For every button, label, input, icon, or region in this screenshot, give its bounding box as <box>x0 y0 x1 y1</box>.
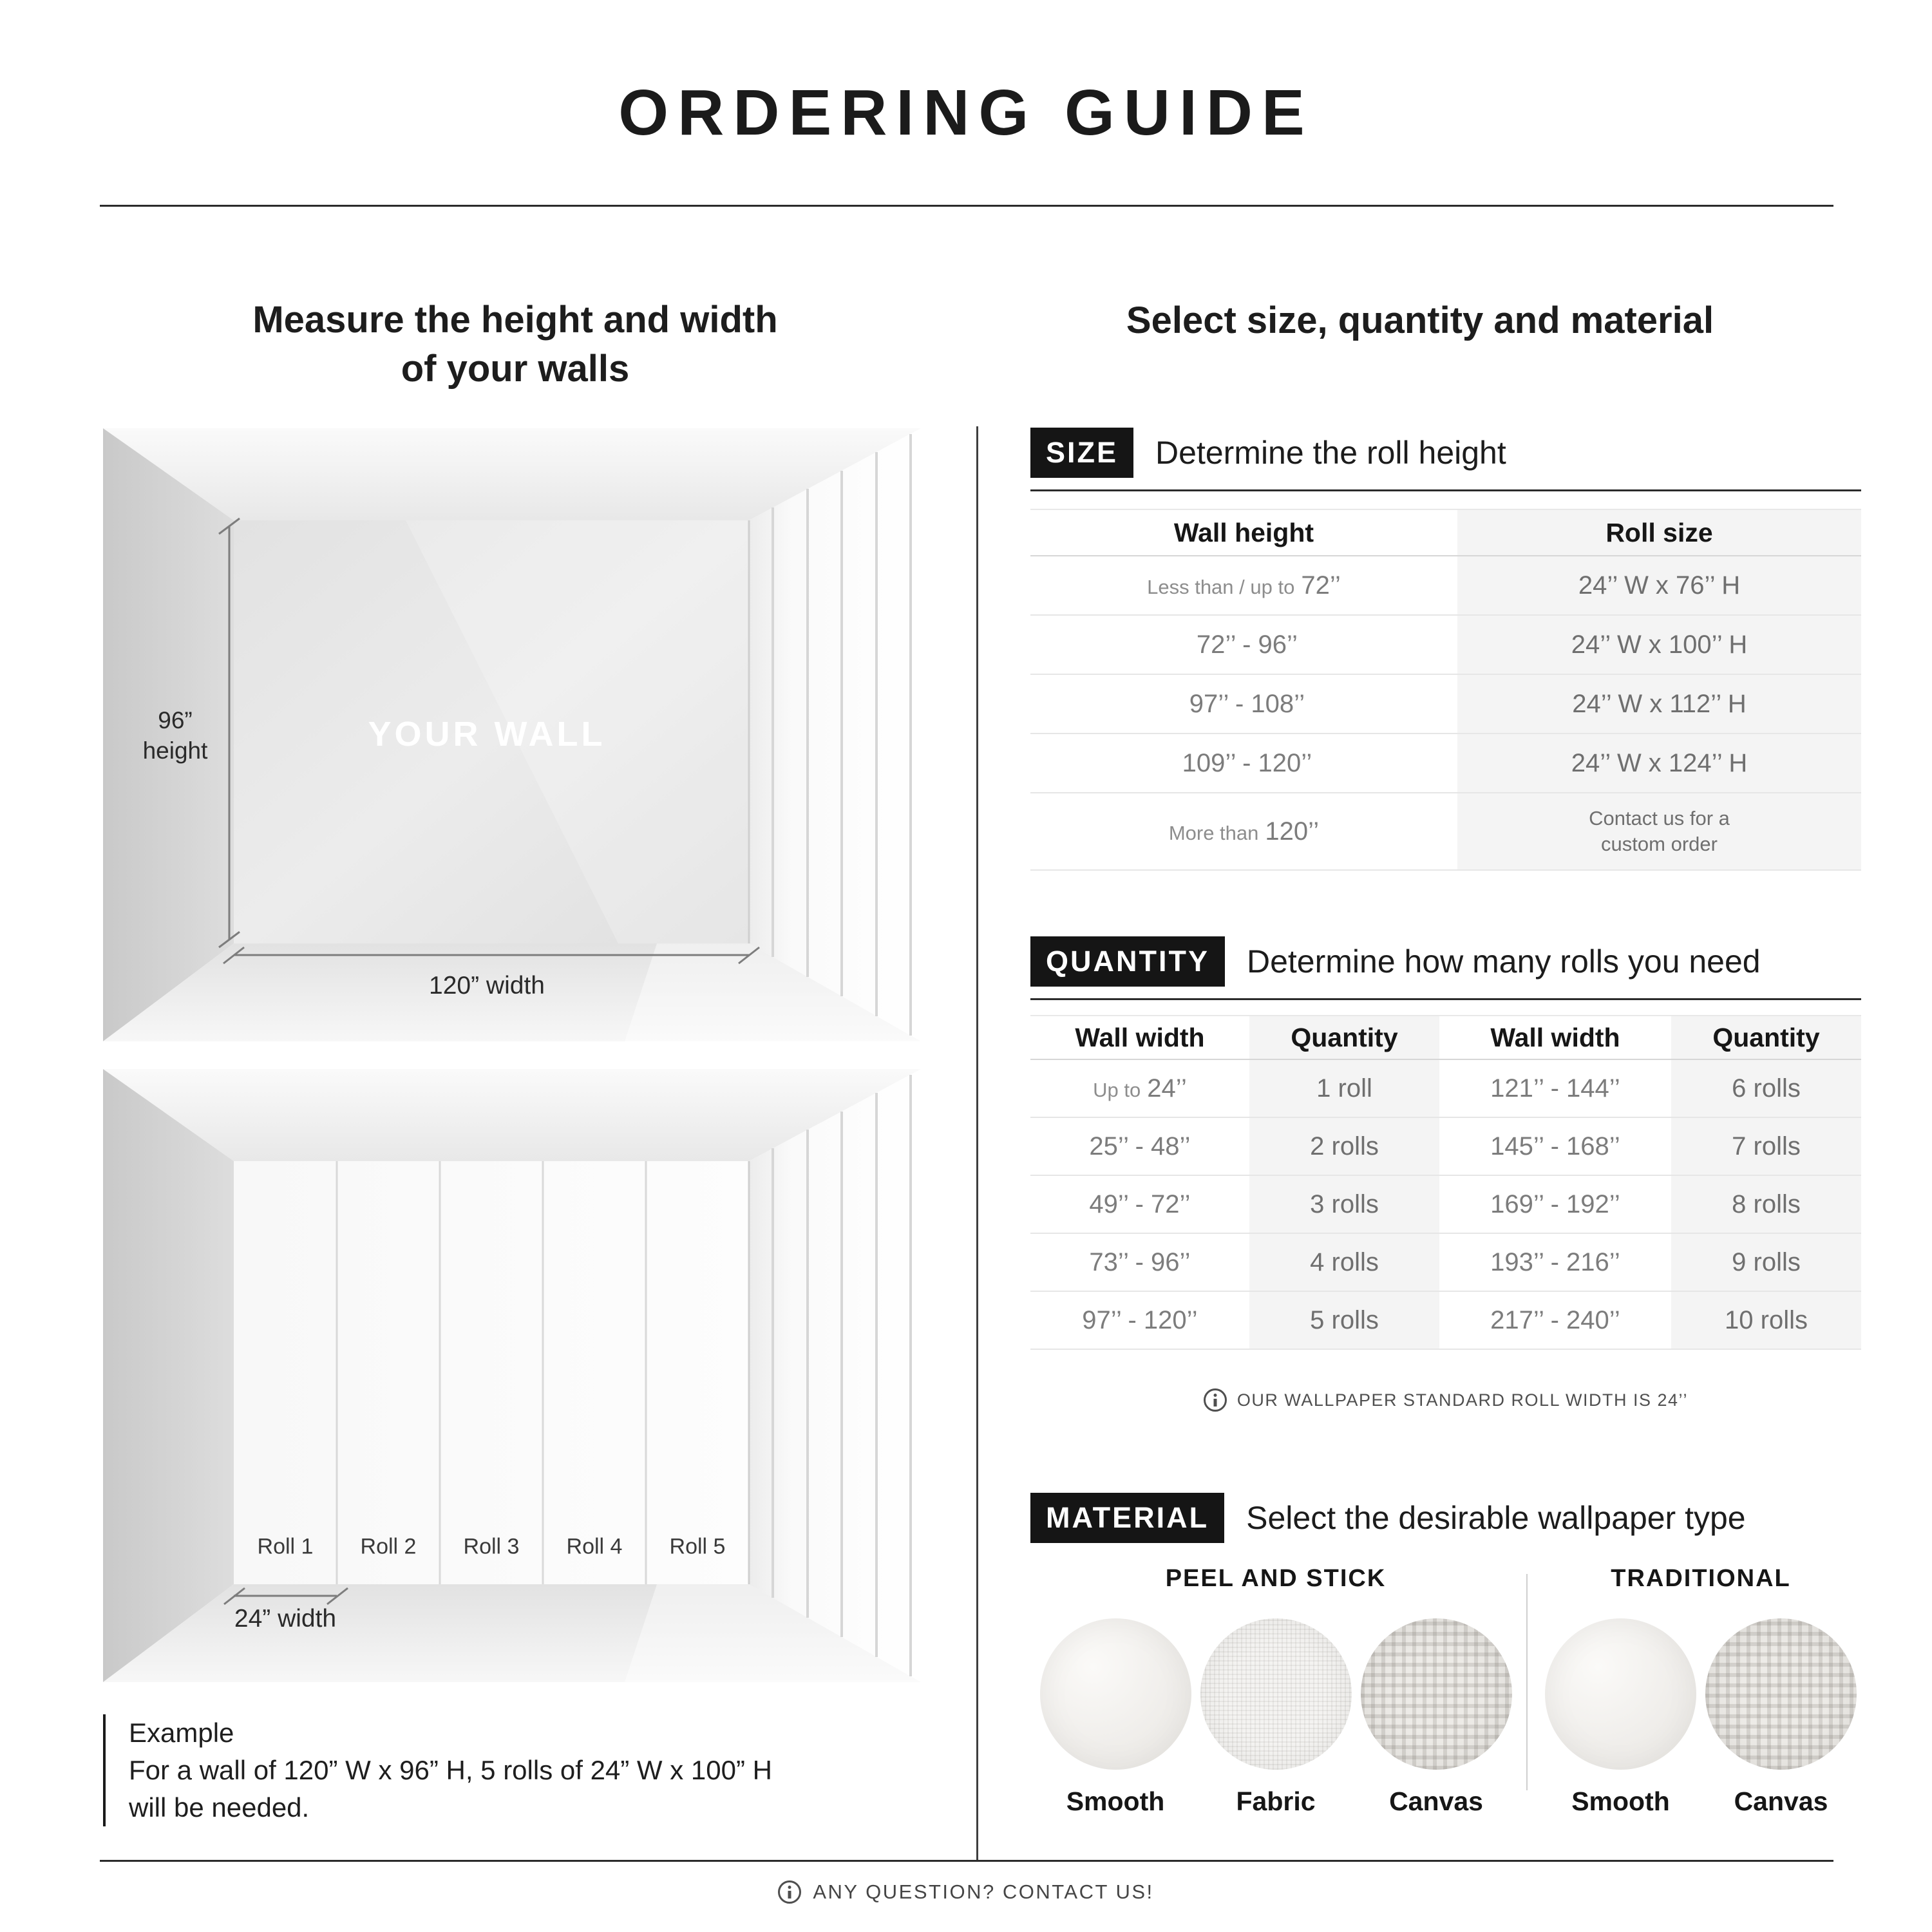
info-icon <box>1204 1388 1227 1412</box>
wall-height-column-header: Wall height <box>1173 517 1314 547</box>
size-table-row <box>1030 556 1861 616</box>
quantity-section-title: Determine how many rolls you need <box>1247 943 1761 980</box>
wall-width-cell: 121’’ - 144’’ <box>1490 1074 1620 1103</box>
roll-label: Roll 3 <box>463 1534 520 1559</box>
canvas-texture-swatch <box>1705 1618 1857 1770</box>
material-groups <box>1030 1565 1861 1835</box>
wall-width-cell: 145’’ - 168’’ <box>1490 1132 1620 1160</box>
roll-size-cell <box>1457 556 1861 614</box>
roll-size-cell <box>1457 616 1861 674</box>
quantity-cell: 10 rolls <box>1671 1292 1861 1349</box>
wall-height-value: 72’’ <box>1301 571 1341 600</box>
swatch-label: Smooth <box>1571 1786 1670 1816</box>
size-section-header <box>1030 428 1861 491</box>
example-title: Example <box>129 1718 234 1748</box>
wall-measure-diagram <box>103 428 921 1041</box>
your-wall-label: YOUR WALL <box>368 715 606 753</box>
roll-label: Roll 5 <box>669 1534 726 1559</box>
size-table-row <box>1030 793 1861 871</box>
swatch-label: Canvas <box>1734 1786 1828 1816</box>
wall-width-label: 120” width <box>429 972 545 999</box>
wall-width-column-header: Wall width <box>1490 1022 1620 1052</box>
roll-size-value: 24’’ W x 100’’ H <box>1571 630 1748 659</box>
quantity-cell: 7 rolls <box>1671 1118 1861 1175</box>
wall-height-prefix: Less than / up to <box>1147 575 1295 598</box>
quantity-section-header <box>1030 936 1861 1000</box>
roll-size-cell <box>1457 675 1861 733</box>
material-group-divider <box>1526 1574 1528 1790</box>
size-table-row <box>1030 675 1861 734</box>
wall-width-prefix: Up to <box>1093 1078 1141 1101</box>
left-heading <box>103 296 927 393</box>
wall-width-cell <box>1030 1060 1249 1117</box>
wall-width-cell: 97’’ - 120’’ <box>1082 1305 1198 1334</box>
smooth-texture-swatch <box>1040 1618 1191 1770</box>
wall-width-value: 24’’ <box>1147 1074 1187 1103</box>
wall-width-cell: 169’’ - 192’’ <box>1490 1189 1620 1218</box>
quantity-cell: 5 rolls <box>1249 1292 1439 1349</box>
quantity-cell: 4 rolls <box>1249 1234 1439 1291</box>
canvas-texture-swatch <box>1361 1618 1512 1770</box>
swatch-label: Canvas <box>1389 1786 1483 1816</box>
room-illustration <box>103 1069 921 1682</box>
wall-height-cell <box>1030 556 1457 614</box>
quantity-column-header: Quantity <box>1671 1016 1861 1059</box>
size-badge: SIZE <box>1030 428 1133 478</box>
roll-size-value-2: custom order <box>1601 833 1718 855</box>
wall-width-cell: 25’’ - 48’’ <box>1089 1132 1191 1160</box>
roll-size-value: 24’’ W x 112’’ H <box>1572 689 1747 718</box>
quantity-table-row <box>1030 1060 1861 1118</box>
roll-size-column-header: Roll size <box>1457 510 1861 555</box>
swatch-canvas <box>1361 1618 1512 1817</box>
quantity-cell: 3 rolls <box>1249 1176 1439 1233</box>
roll-width-label: 24” width <box>234 1605 337 1633</box>
right-heading: Select size, quantity and material <box>1126 299 1714 341</box>
wall-height-cell <box>1030 616 1457 674</box>
swatch-canvas <box>1705 1618 1857 1817</box>
rolls-diagram <box>103 1069 921 1682</box>
wall-height-value: 72’’ - 96’’ <box>1196 630 1298 659</box>
wall-height-cell <box>1030 675 1457 733</box>
material-section-header <box>1030 1493 1861 1543</box>
peel-and-stick-group <box>1030 1565 1521 1817</box>
swatch-smooth <box>1545 1618 1696 1817</box>
page-title: ORDERING GUIDE <box>618 77 1314 149</box>
wall-height-label <box>143 705 208 766</box>
wall-width-cell: 193’’ - 216’’ <box>1490 1247 1620 1276</box>
roll-size-value: 24’’ W x 76’’ H <box>1578 571 1741 600</box>
wall-height-word: height <box>142 737 208 764</box>
quantity-table-row <box>1030 1118 1861 1176</box>
left-heading-line1: Measure the height and width <box>252 299 778 341</box>
material-badge: MATERIAL <box>1030 1493 1224 1543</box>
column-divider <box>976 426 978 1861</box>
footer-divider <box>100 1860 1833 1862</box>
swatch-label: Fabric <box>1236 1786 1316 1816</box>
wall-height-value: 109’’ - 120’’ <box>1182 748 1312 777</box>
fabric-texture-swatch <box>1200 1618 1352 1770</box>
wall-width-cell: 217’’ - 240’’ <box>1490 1305 1620 1334</box>
size-table-row <box>1030 616 1861 675</box>
left-heading-line2: of your walls <box>401 348 630 390</box>
roll-label: Roll 2 <box>360 1534 417 1559</box>
wall-width-column-header: Wall width <box>1075 1022 1205 1052</box>
quantity-cell: 1 roll <box>1249 1060 1439 1117</box>
swatch-label: Smooth <box>1066 1786 1165 1816</box>
footer-note <box>0 1880 1932 1904</box>
size-section-title: Determine the roll height <box>1155 435 1506 471</box>
roll-label: Roll 1 <box>257 1534 314 1559</box>
swatch-fabric <box>1200 1618 1352 1817</box>
wallpaper-rolls-panel <box>234 1161 749 1584</box>
quantity-cell: 6 rolls <box>1671 1060 1861 1117</box>
quantity-cell: 8 rolls <box>1671 1176 1861 1233</box>
wall-height-value: 96” <box>158 707 193 734</box>
roll-size-cell <box>1457 793 1861 869</box>
quantity-column-header: Quantity <box>1249 1016 1439 1059</box>
swatch-smooth <box>1040 1618 1191 1817</box>
wall-height-cell <box>1030 793 1457 869</box>
wall-height-cell <box>1030 734 1457 792</box>
wall-height-value: 97’’ - 108’’ <box>1189 689 1305 718</box>
quantity-table-row <box>1030 1176 1861 1234</box>
quantity-table <box>1030 1015 1861 1350</box>
quantity-table-header <box>1030 1016 1861 1060</box>
size-table <box>1030 509 1861 871</box>
right-column <box>1030 0 1861 1932</box>
example-note <box>103 1714 772 1826</box>
material-section-title: Select the desirable wallpaper type <box>1246 1500 1746 1536</box>
quantity-cell: 9 rolls <box>1671 1234 1861 1291</box>
quantity-table-row <box>1030 1292 1861 1350</box>
footer-note-text: ANY QUESTION? CONTACT US! <box>813 1880 1154 1903</box>
wall-height-value: 120’’ <box>1265 817 1320 846</box>
roll-label: Roll 4 <box>566 1534 623 1559</box>
traditional-label: TRADITIONAL <box>1611 1565 1791 1592</box>
standard-roll-width-note <box>1030 1388 1861 1412</box>
traditional-group <box>1540 1565 1861 1817</box>
size-table-header <box>1030 510 1861 556</box>
standard-roll-width-text: OUR WALLPAPER STANDARD ROLL WIDTH IS 24’’ <box>1236 1390 1689 1410</box>
quantity-badge: QUANTITY <box>1030 936 1225 987</box>
size-table-row <box>1030 734 1861 793</box>
example-line1: For a wall of 120” W x 96” H, 5 rolls of 24” W x 100” H <box>129 1755 772 1785</box>
wall-height-prefix: More than <box>1168 821 1259 844</box>
peel-and-stick-label: PEEL AND STICK <box>1165 1565 1387 1592</box>
smooth-texture-swatch <box>1545 1618 1696 1770</box>
roll-size-value: Contact us for a <box>1589 807 1730 829</box>
wall-width-cell: 73’’ - 96’’ <box>1089 1247 1191 1276</box>
quantity-table-row <box>1030 1234 1861 1292</box>
roll-size-cell <box>1457 734 1861 792</box>
roll-size-value: 24’’ W x 124’’ H <box>1571 748 1748 777</box>
example-line2: will be needed. <box>129 1792 310 1823</box>
wall-width-cell: 49’’ - 72’’ <box>1089 1189 1191 1218</box>
info-icon <box>778 1880 801 1904</box>
quantity-cell: 2 rolls <box>1249 1118 1439 1175</box>
